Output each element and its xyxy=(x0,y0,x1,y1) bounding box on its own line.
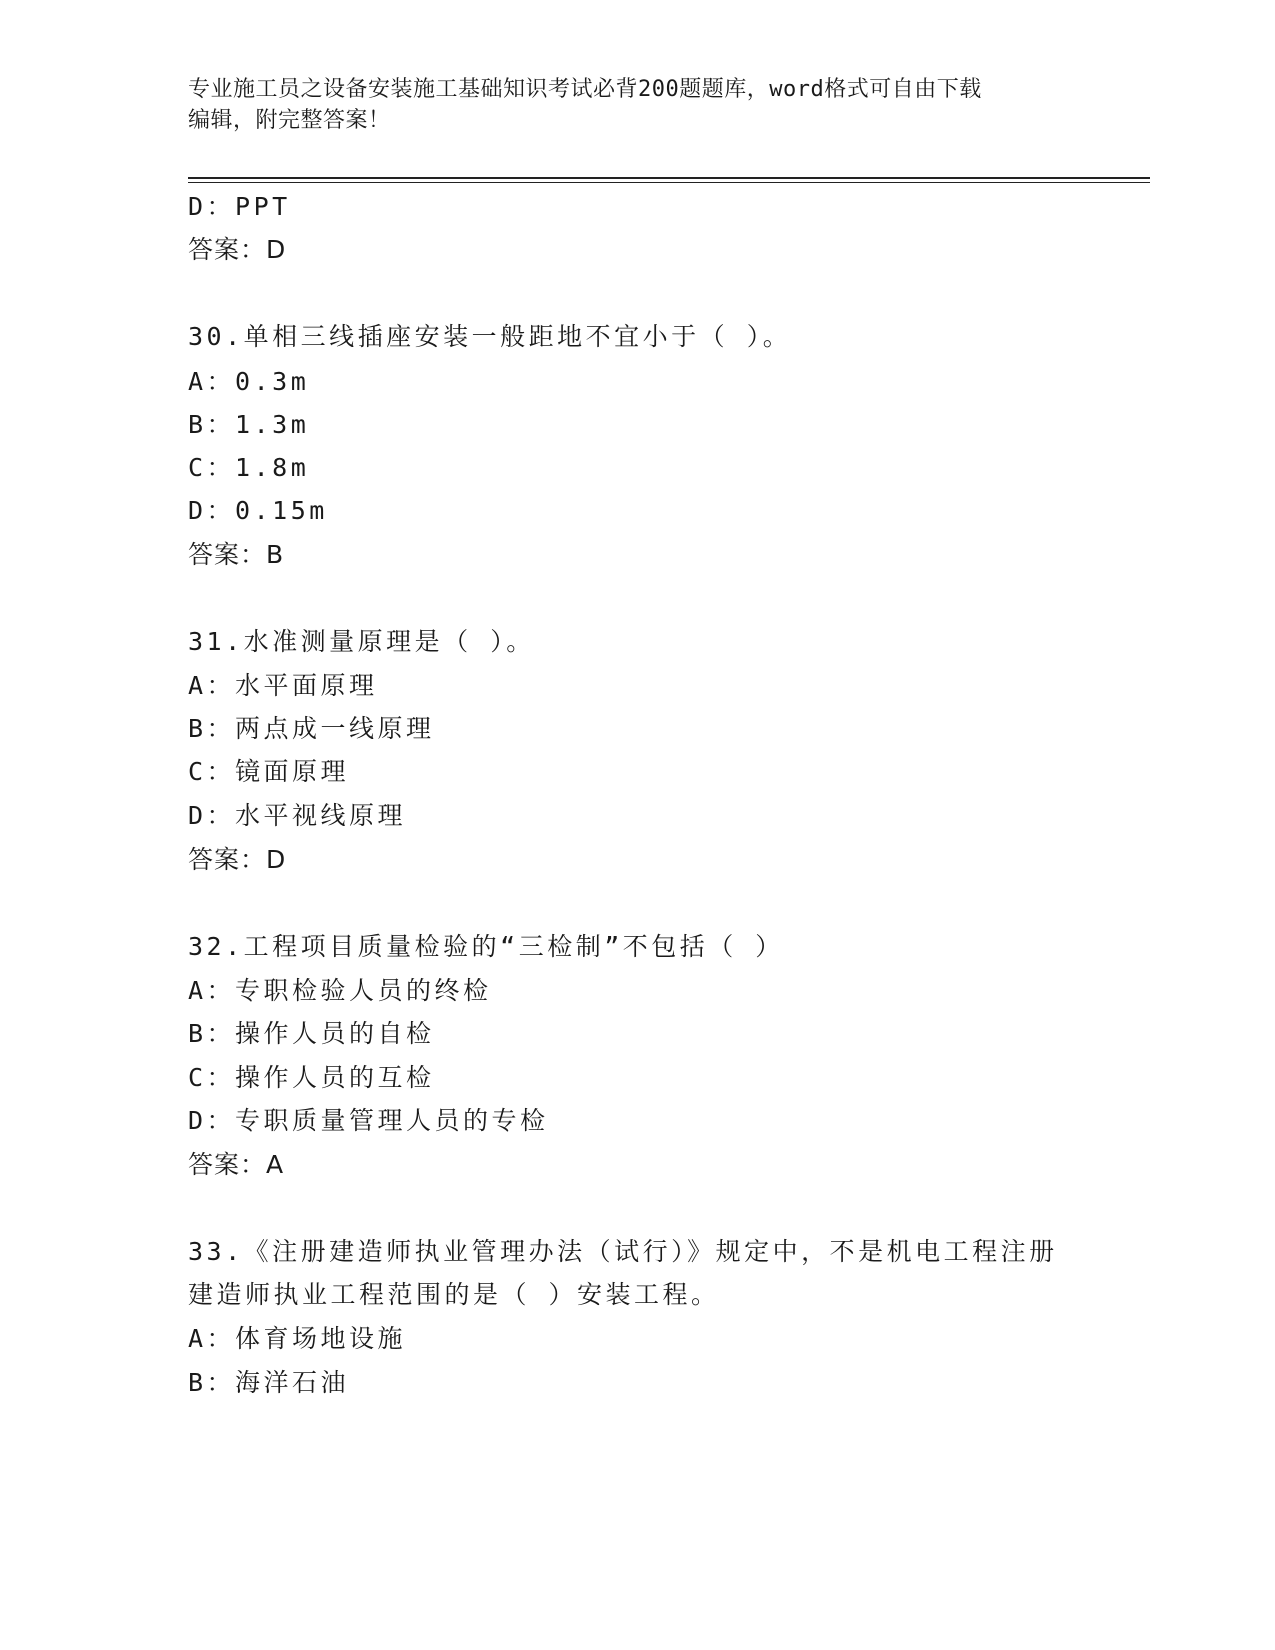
header-title-line1: 专业施工员之设备安装施工基础知识考试必背200题题库，word格式可自由下载 xyxy=(188,77,982,102)
header-divider-thin xyxy=(188,182,1150,183)
question-30-stem: 30.单相三线插座安装一般距地不宜小于（ ）。 xyxy=(188,322,792,351)
question-30-option-a: A：0.3m xyxy=(188,367,310,396)
question-32-stem: 32.工程项目质量检验的“三检制”不包括（ ） xyxy=(188,932,784,961)
question-30-answer: 答案：B xyxy=(188,540,285,569)
question-30-option-c: C：1.8m xyxy=(188,453,310,482)
question-31-stem: 31.水准测量原理是（ ）。 xyxy=(188,627,535,656)
question-33-stem-line2: 建造师执业工程范围的是（ ）安装工程。 xyxy=(188,1280,720,1309)
question-30-option-b: B：1.3m xyxy=(188,410,310,439)
document-header xyxy=(188,74,1088,136)
prev-answer: 答案：D xyxy=(188,235,287,264)
question-32-answer: 答案：A xyxy=(188,1150,285,1179)
question-32-option-d: D：专职质量管理人员的专检 xyxy=(188,1106,549,1135)
question-32-option-a: A：专职检验人员的终检 xyxy=(188,976,492,1005)
question-30-option-d: D：0.15m xyxy=(188,496,328,525)
document-page xyxy=(188,0,1150,1650)
question-33-option-a: A：体育场地设施 xyxy=(188,1324,407,1353)
question-31-option-a: A：水平面原理 xyxy=(188,671,378,700)
question-31-option-d: D：水平视线原理 xyxy=(188,801,407,830)
question-31-answer: 答案：D xyxy=(188,845,287,874)
header-title-line2: 编辑，附完整答案！ xyxy=(188,108,391,133)
question-31-option-b: B：两点成一线原理 xyxy=(188,714,435,743)
question-33-stem-line1: 33.《注册建造师执业管理办法（试行）》规定中，不是机电工程注册 xyxy=(188,1237,1058,1266)
question-32-option-b: B：操作人员的自检 xyxy=(188,1019,435,1048)
question-33-option-b: B：海洋石油 xyxy=(188,1368,350,1397)
header-divider-thick xyxy=(188,177,1150,179)
question-32-option-c: C：操作人员的互检 xyxy=(188,1063,435,1092)
prev-option-d: D：PPT xyxy=(188,192,291,221)
question-31-option-c: C：镜面原理 xyxy=(188,757,350,786)
